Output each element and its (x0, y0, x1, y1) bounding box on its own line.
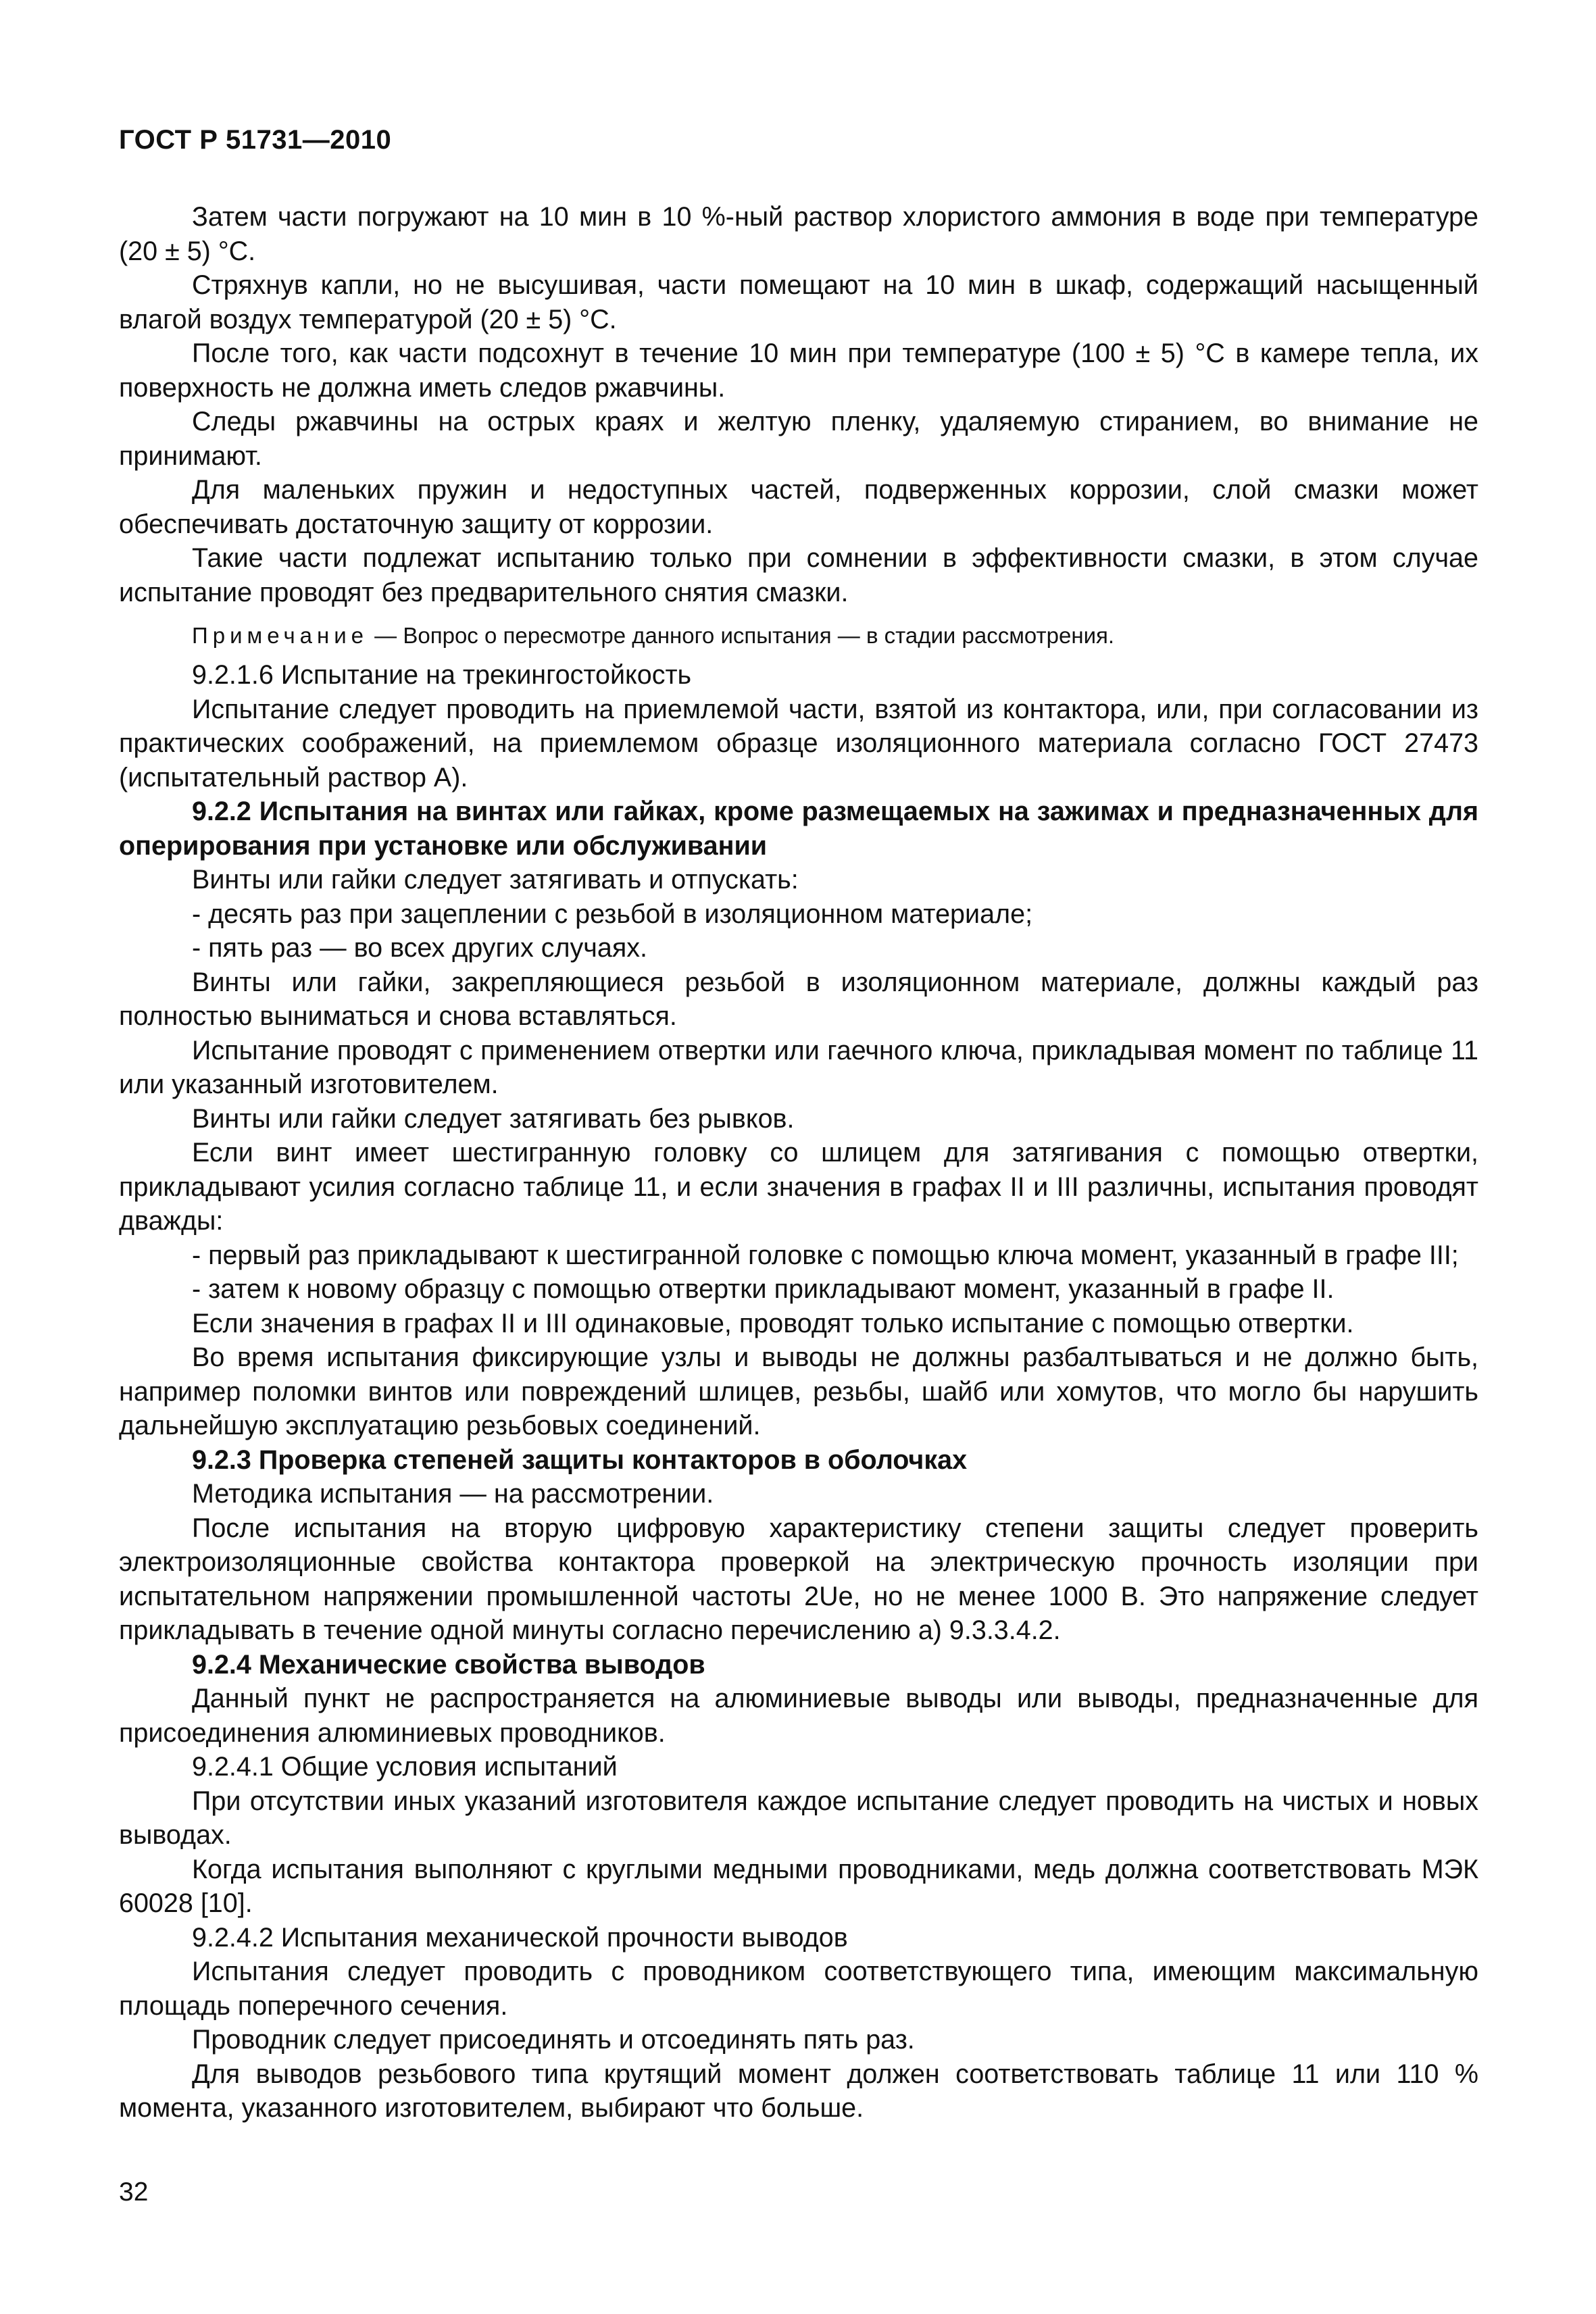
list-item: - пять раз — во всех других случаях. (192, 933, 647, 963)
paragraph: Когда испытания выполняют с круглыми медными проводниками, медь должна соответствовать МЭК 60028 [10]. (119, 1854, 1478, 1918)
list-item: - первый раз прикладывают к шестигранной головке с помощью ключа момент, указанный в графе III; (192, 1240, 1459, 1270)
clause-heading: 9.2.4.2 Испытания механической прочности выводов (192, 1922, 848, 1953)
clause-heading: 9.2.4.1 Общие условия испытаний (192, 1752, 618, 1782)
document-body (119, 200, 1478, 2126)
paragraph: Для маленьких пружин и недоступных частей, подверженных коррозии, слой смазки может обеспечивать достаточную защиту от коррозии. (119, 475, 1478, 539)
section-heading: 9.2.3 Проверка степеней защиты контакторов в оболочках (192, 1444, 968, 1475)
paragraph: Если значения в графах II и III одинаковые, проводят только испытание с помощью отвертки. (192, 1308, 1354, 1338)
document-header: ГОСТ Р 51731—2010 (119, 125, 392, 155)
section-heading: 9.2.2 Испытания на винтах или гайках, кроме размещаемых на зажимах и предназначенных для оперирования при установке или обслуживании (119, 797, 1478, 861)
paragraph: Если винт имеет шестигранную головку со шлицем для затягивания с помощью отвертки, прикладывают усилия согласно таблице 11, и если значения в графах II и III различны, испытания проводят дважды: (119, 1138, 1478, 1236)
section-heading: 9.2.4 Механические свойства выводов (192, 1649, 705, 1680)
paragraph: Для выводов резьбового типа крутящий момент должен соответствовать таблице 11 или 110 % момента, указанного изготовителем, выбирают что больше. (119, 2059, 1478, 2123)
paragraph: Винты или гайки следует затягивать без рывков. (192, 1103, 795, 1134)
paragraph: Испытание следует проводить на приемлемой части, взятой из контактора, или, при согласовании из практических соображений, на приемлемом образце изоляционного материала согласно ГОСТ 27473 (испытательный раствор А). (119, 694, 1478, 793)
paragraph: Данный пункт не распространяется на алюминиевые выводы или выводы, предназначенные для присоединения алюминиевых проводников. (119, 1684, 1478, 1748)
note-text: — Вопрос о пересмотре данного испытания — в стадии рассмотрения. (368, 623, 1115, 648)
clause-heading: 9.2.1.6 Испытание на трекингостойкость (192, 660, 692, 690)
note (119, 620, 1478, 651)
paragraph: Испытание проводят с применением отвертки или гаечного ключа, прикладывая момент по таблице 11 или указанный изготовителем. (119, 1035, 1478, 1099)
list-item: - затем к новому образцу с помощью отвертки прикладывают момент, указанный в графе II. (192, 1274, 1335, 1304)
paragraph: При отсутствии иных указаний изготовителя каждое испытание следует проводить на чистых и новых выводах. (119, 1786, 1478, 1850)
paragraph: Методика испытания — на рассмотрении. (192, 1479, 714, 1509)
paragraph: После испытания на вторую цифровую характеристику степени защиты следует проверить электроизоляционные свойства контактора проверкой на электрическую прочность изоляции при испытательном напряжении промышленной частоты 2Uе, но не менее 1000 В. Это напряжение следует прикладывать в течение одной минуты согласно перечислению а) 9.3.3.4.2. (119, 1513, 1478, 1645)
paragraph: Проводник следует присоединять и отсоединять пять раз. (192, 2025, 915, 2055)
paragraph: Во время испытания фиксирующие узлы и выводы не должны разбалтываться и не должно быть, например поломки винтов или повреждений шлицев, резьбы, шайб или хомутов, что могло бы нарушить дальнейшую эксплуатацию резьбовых соединений. (119, 1342, 1478, 1440)
paragraph: Винты или гайки, закрепляющиеся резьбой в изоляционном материале, должны каждый раз полностью выниматься и снова вставляться. (119, 967, 1478, 1031)
page-number: 32 (119, 2178, 149, 2207)
paragraph: Следы ржавчины на острых краях и желтую пленку, удаляемую стиранием, во внимание не принимают. (119, 407, 1478, 471)
paragraph: Винты или гайки следует затягивать и отпускать: (192, 865, 799, 895)
paragraph: Затем части погружают на 10 мин в 10 %-ный раствор хлористого аммония в воде при температуре (20 ± 5) °С. (119, 202, 1478, 266)
paragraph: После того, как части подсохнут в течение 10 мин при температуре (100 ± 5) °С в камере тепла, их поверхность не должна иметь следов ржавчины. (119, 338, 1478, 403)
paragraph: Такие части подлежат испытанию только при сомнении в эффективности смазки, в этом случае испытание проводят без предварительного снятия смазки. (119, 543, 1478, 607)
paragraph: Стряхнув капли, но не высушивая, части помещают на 10 мин в шкаф, содержащий насыщенный влагой воздух температурой (20 ± 5) °С. (119, 270, 1478, 334)
list-item: - десять раз при зацеплении с резьбой в изоляционном материале; (192, 899, 1033, 929)
paragraph: Испытания следует проводить с проводником соответствующего типа, имеющим максимальную площадь поперечного сечения. (119, 1957, 1478, 2021)
note-label: Примечание (192, 623, 369, 648)
